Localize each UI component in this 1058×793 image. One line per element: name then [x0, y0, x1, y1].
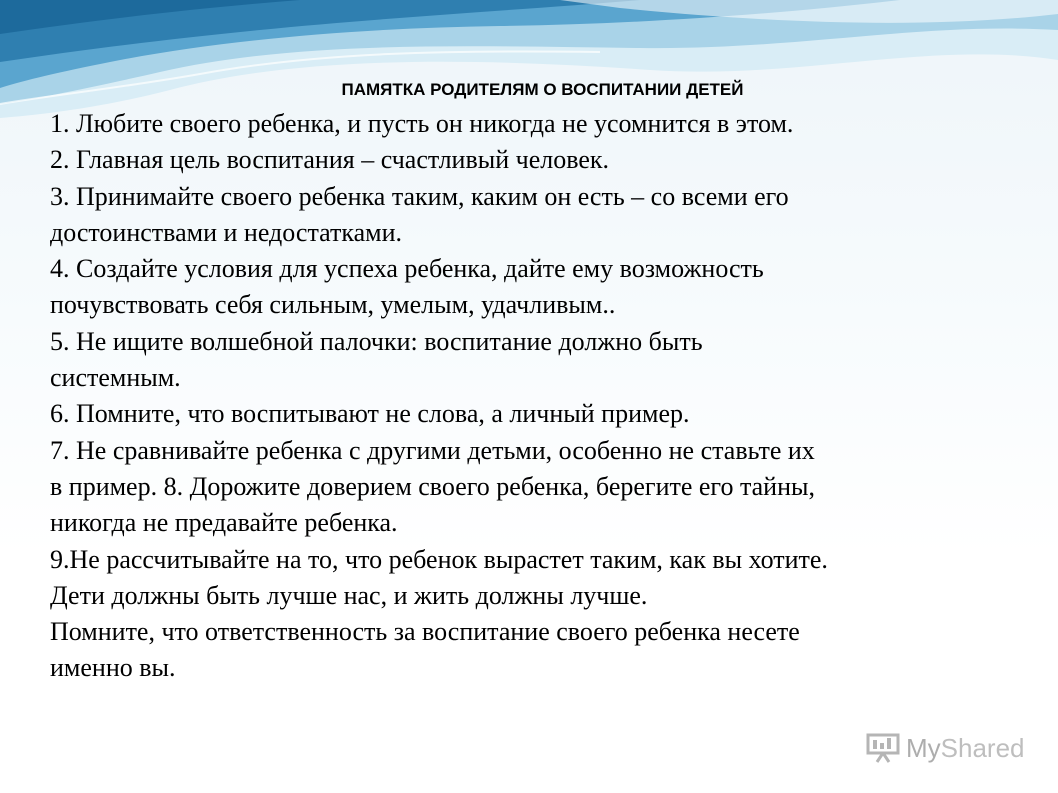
memo-content	[50, 76, 1025, 687]
memo-line-16: именно вы.	[50, 653, 176, 683]
memo-line-4: достоинствами и недостатками.	[50, 217, 403, 247]
memo-line-2: 2. Главная цель воспитания – счастливый человек.	[50, 145, 610, 175]
memo-line-12: никогда не предавайте ребенка.	[50, 508, 398, 538]
memo-line-3: 3. Принимайте своего ребенка таким, каким он есть – со всеми его	[50, 181, 789, 211]
memo-line-1: 1. Любите своего ребенка, и пусть он никогда не усомнится в этом.	[50, 109, 794, 138]
memo-line-6: почувствовать себя сильным, умелым, удачливым..	[50, 290, 616, 320]
presentation-board-icon	[866, 732, 902, 764]
myshared-watermark	[866, 728, 1025, 768]
watermark-brand	[906, 733, 1025, 764]
memo-line-13: 9.Не рассчитывайте на то, что ребенок вырастет таким, как вы хотите.	[50, 544, 828, 574]
memo-title: ПАМЯТКА РОДИТЕЛЯМ О ВОСПИТАНИИ ДЕТЕЙ	[341, 80, 744, 99]
watermark-brand-suffix: Shared	[940, 732, 1025, 763]
memo-line-14: Дети должны быть лучше нас, и жить должны лучше.	[50, 580, 648, 610]
memo-line-5: 4. Создайте условия для успеха ребенка, дайте ему возможность	[50, 254, 764, 284]
memo-line-9: 6. Помните, что воспитывают не слова, а личный пример.	[50, 399, 690, 429]
memo-line-10: 7. Не сравнивайте ребенка с другими детьми, особенно не ставьте их	[50, 435, 815, 465]
watermark-brand-prefix: My	[906, 732, 941, 763]
memo-line-8: системным.	[50, 363, 181, 393]
memo-line-11: в пример. 8. Дорожите доверием своего ребенка, берегите его тайны,	[50, 471, 815, 501]
memo-line-7: 5. Не ищите волшебной палочки: воспитание должно быть	[50, 326, 703, 356]
memo-line-15: Помните, что ответственность за воспитание своего ребенка несете	[50, 617, 800, 647]
